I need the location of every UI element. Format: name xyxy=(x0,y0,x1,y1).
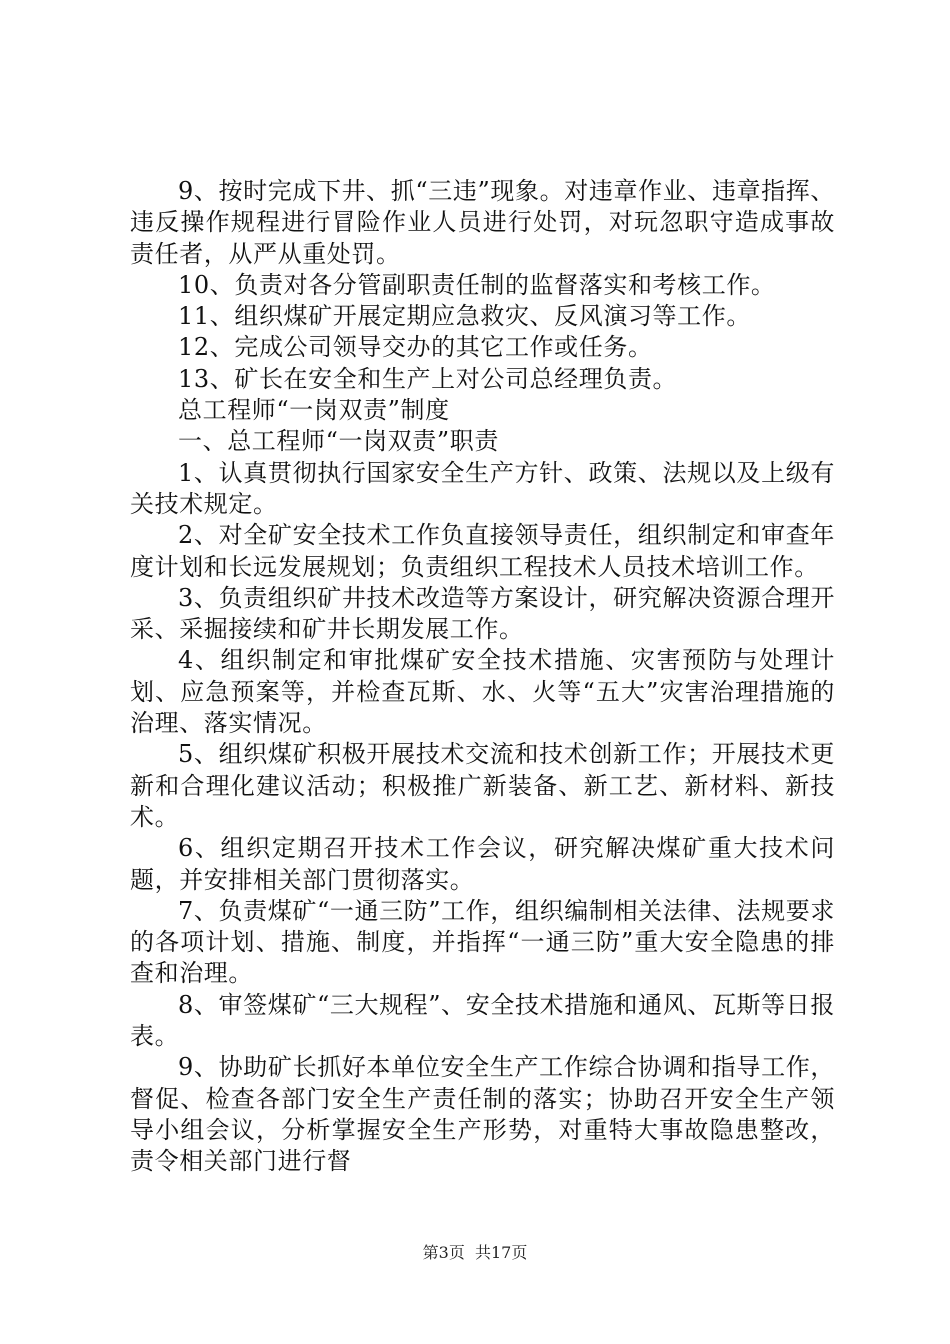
section-heading: 一、总工程师“一岗双责”职责 xyxy=(178,427,499,456)
page-footer xyxy=(0,1240,950,1263)
section-title: 总工程师“一岗双责”制度 xyxy=(178,396,450,425)
paragraph: 9、协助矿长抓好本单位安全生产工作综合协调和指导工作，督促、检查各部门安全生产责任制的落实；协助召开安全生产领导小组会议，分析掌握安全生产形势，对重特大事故隐患整改，责令相关部门进行督 xyxy=(130,1053,835,1176)
page-number: 第3页 共17页 xyxy=(422,1243,528,1262)
document-body xyxy=(130,176,835,1178)
paragraph: 10、负责对各分管副职责任制的监督落实和考核工作。 xyxy=(178,270,776,299)
paragraph: 9、按时完成下井、抓“三违”现象。对违章作业、违章指挥、违反操作规程进行冒险作业人员进行处罚，对玩忽职守造成事故责任者，从严从重处罚。 xyxy=(130,177,835,268)
paragraph: 5、组织煤矿积极开展技术交流和技术创新工作；开展技术更新和合理化建议活动；积极推广新装备、新工艺、新材料、新技术。 xyxy=(130,740,835,831)
paragraph: 12、完成公司领导交办的其它工作或任务。 xyxy=(178,333,653,362)
paragraph: 7、负责煤矿“一通三防”工作，组织编制相关法律、法规要求的各项计划、措施、制度，并指挥“一通三防”重大安全隐患的排查和治理。 xyxy=(130,896,835,988)
paragraph: 11、组织煤矿开展定期应急救灾、反风演习等工作。 xyxy=(178,302,751,331)
paragraph: 3、负责组织矿井技术改造等方案设计，研究解决资源合理开采、采掘接续和矿井长期发展工作。 xyxy=(130,583,835,644)
paragraph: 13、矿长在安全和生产上对公司总经理负责。 xyxy=(178,364,678,393)
paragraph: 8、审签煤矿“三大规程”、安全技术措施和通风、瓦斯等日报表。 xyxy=(130,990,835,1051)
paragraph: 4、组织制定和审批煤矿安全技术措施、灾害预防与处理计划、应急预案等，并检查瓦斯、水、火等“五大”灾害治理措施的治理、落实情况。 xyxy=(130,646,835,738)
paragraph: 6、组织定期召开技术工作会议，研究解决煤矿重大技术问题，并安排相关部门贯彻落实。 xyxy=(130,834,835,894)
paragraph: 2、对全矿安全技术工作负直接领导责任，组织制定和审查年度计划和长远发展规划；负责组织工程技术人员技术培训工作。 xyxy=(130,521,835,581)
paragraph: 1、认真贯彻执行国家安全生产方针、政策、法规以及上级有关技术规定。 xyxy=(130,458,835,518)
